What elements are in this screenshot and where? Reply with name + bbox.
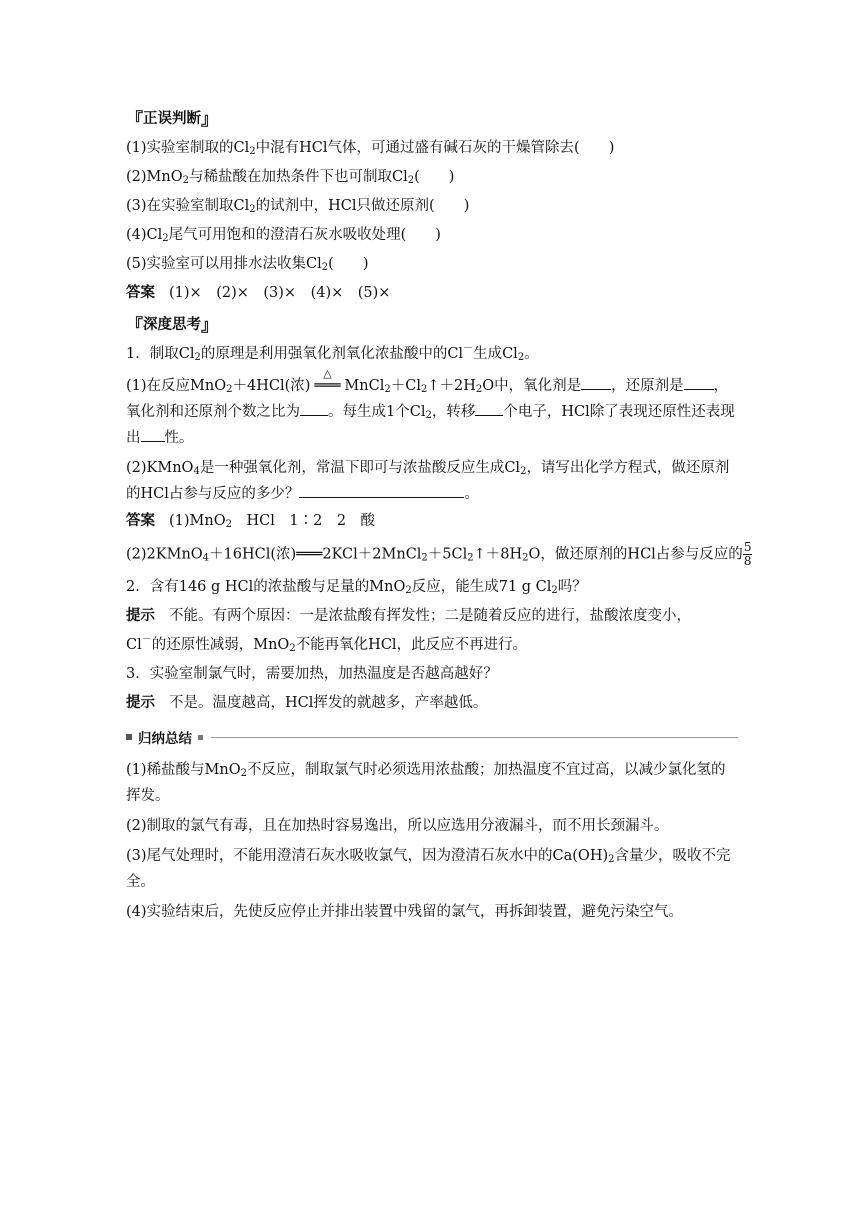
divider <box>211 737 738 738</box>
question-4: $(4)Cl_2$尾气可用饱和的澄清石灰水吸收处理( ) <box>126 227 441 244</box>
content <box>126 106 752 929</box>
summary-item-1: (1)稀盐酸与MnO$_2$不反应，制取氯气时必须选用浓盐酸；加热温度不宜过高，以减少氯化氢的挥发。 <box>126 762 726 804</box>
question-3: (3)在实验室制取$Cl_2$的试剂中，HCl只做还原剂( ) <box>126 198 470 215</box>
answer-text: (1)× (2)× (3)× (4)× (5)× <box>169 285 391 301</box>
fraction-5-8: $\frac{5}{8}$ <box>743 540 752 568</box>
question-5: (5)实验室可以用排水法收集$Cl_2$( ) <box>126 256 369 273</box>
summary-title: 归纳总结 <box>138 731 192 747</box>
hint-label: 提示 <box>126 695 155 711</box>
question-1-part-2: (2)KMnO$_4$是一种强氧化剂，常温下即可与浓盐酸反应生成$Cl_2$，请写出化学方程式，做还原剂的HCl占参与反应的多少？ 。 <box>126 460 730 502</box>
answer-row-2: (2)2KMnO$_4$＋16HCl(浓)$═══2KCl+2MnCl_2+5Cl_2↑+8H_2O$，做还原剂的HCl占参与反应的 $\frac{5}{8}$ <box>126 540 752 568</box>
question-2: 2．含有146 g HCl的浓盐酸与足量的MnO$_2$反应，能生成71 g $Cl_2$吗？ <box>126 579 587 596</box>
section-header-deep-thinking: 『 深度思考 』 <box>126 312 738 334</box>
question-2: (2)MnO$_2$与稀盐酸在加热条件下也可制取$Cl_2$( ) <box>126 169 455 186</box>
summary-item-4: (4)实验结束后，先使反应停止并排出装置中残留的氯气，再拆卸装置，避免污染空气。 <box>126 904 684 920</box>
square-bullet-icon <box>126 734 132 740</box>
summary-item-2: (2)制取的氯气有毒，且在加热时容易逸出，所以应选用分液漏斗，而不用长颈漏斗。 <box>126 818 669 834</box>
question-1-intro: 1．制取$Cl_2$的原理是利用强氧化剂氧化浓盐酸中的Cl－生成$Cl_2$。 <box>126 343 539 363</box>
question-1-part-1: (1)在反应MnO$_2$＋4HCl(浓) △ ═══ $MnCl_2+Cl_2↑+2H_2O$中，氧化剂是 ，还原剂是 ，氧化剂和还原剂个数之比为 。每生成1个$Cl_2$，转移 个电子，HCl除了表现还原性还表现出 性。 <box>126 367 735 446</box>
square-bullet-icon <box>198 735 203 740</box>
section-header-true-false: 『 正误判断 』 <box>126 106 738 128</box>
answer-label: 答案 <box>126 513 155 529</box>
question-3: 3．实验室制氯气时，需要加热，加热温度是否越高越好？ <box>126 666 498 682</box>
answer-row <box>126 283 738 303</box>
summary-item-3: (3)尾气处理时，不能用澄清石灰水吸收氯气，因为澄清石灰水中的$Ca(OH)_2$含量少，吸收不完全。 <box>126 848 731 890</box>
section-title: 正误判断 <box>143 110 201 127</box>
hint-2-line-1: 提示 不能。有两个原因：一是浓盐酸有挥发性；二是随着反应的进行，盐酸浓度变小， <box>126 608 691 624</box>
answer-label: 答案 <box>126 285 155 301</box>
answer-row-1: 答案 (1)MnO$_2$ HCl 1∶2 2 酸 <box>126 513 376 530</box>
hint-3: 提示 不是。温度越高，HCl挥发的就越多，产率越低。 <box>126 695 488 711</box>
section-title: 深度思考 <box>143 316 201 333</box>
hint-2-line-2: Cl－的还原性减弱，MnO$_2$不能再氧化HCl，此反应不再进行。 <box>126 634 528 654</box>
question-1: (1)实验室制取的$Cl_2$中混有HCl气体，可通过盛有碱石灰的干燥管除去( ) <box>126 140 615 157</box>
summary-header <box>126 727 738 747</box>
hint-label: 提示 <box>126 608 155 624</box>
